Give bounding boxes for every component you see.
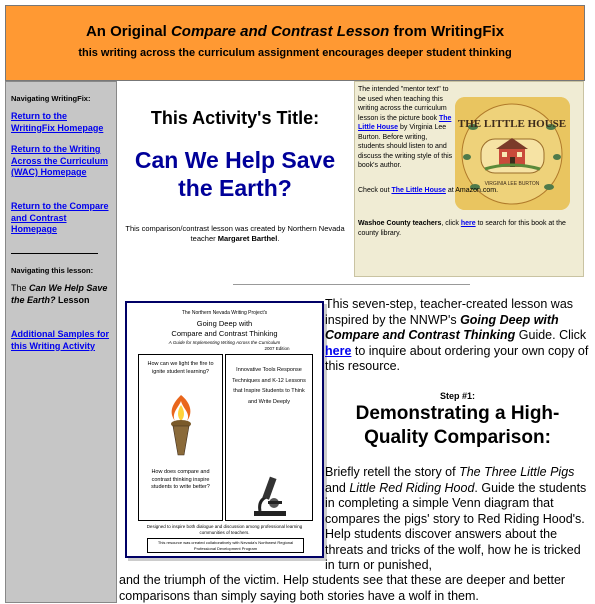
page-header	[5, 5, 585, 81]
lesson-intro: This seven-step, teacher-created lesson was inspired by the NNWP's Going Deep with Compare and Contrast Thinking Guide. Click here to inquire about ordering your own copy of this resource.	[325, 297, 589, 373]
book-cover-title: THE LITTLE HOUSE	[457, 118, 567, 130]
guide-footer-2: This resource was created collaboratively with Nevada's Northwest Regional Professional Development Program	[157, 540, 294, 551]
activity-label: This Activity's Title:	[150, 108, 320, 128]
washoe-line: Washoe County teachers, click here to search for this book at the county library.	[358, 220, 566, 237]
guide-subtitle: A Guide for Implementing Writing Across the Curriculum	[168, 340, 281, 345]
guide-title-line1: Going Deep with	[196, 319, 253, 328]
sidebar-lesson-heading: Navigating this lesson:	[11, 266, 94, 275]
guide-edition: 2007 Edition	[264, 346, 290, 351]
amazon-line: Check out The Little House at Amazon.com.	[358, 187, 499, 194]
step-title: Demonstrating a High-Quality Comparison:	[355, 403, 560, 448]
guide-footer-1: Designed to inspire both dialogue and discussion among professional learning communities of teachers.	[146, 524, 303, 535]
sidebar-link-compare-contrast-home[interactable]: Return to the Compare and Contrast Homepage	[11, 201, 109, 234]
lesson-credit: This comparison/contrast lesson was created by Northern Nevada teacher Margaret Barthel.	[125, 224, 345, 243]
mentor-text-description: The intended "mentor text" to be used when teaching this writing across the curriculum lesson is the picture book The Little House by Virginia Lee Burton. Before writing, students should listen to and discuss the writing style of this book's author.	[358, 86, 453, 169]
guide-cover-image	[125, 301, 324, 558]
book-cover-author: VIRGINIA LEE BURTON	[484, 181, 540, 187]
sidebar-link-additional-samples[interactable]: Additional Samples for this Writing Activity	[11, 329, 110, 351]
library-search-link[interactable]: here	[460, 220, 476, 227]
activity-title: Can We Help Save the Earth?	[134, 147, 336, 201]
microscope-icon	[246, 473, 292, 517]
content-divider	[233, 284, 470, 285]
guide-top-line: The Northern Nevada Writing Project's	[181, 310, 268, 316]
sidebar-current-lesson: The Can We Help Save the Earth? Lesson	[11, 283, 108, 305]
sidebar-link-writingfix-home[interactable]: Return to the WritingFix Homepage	[11, 111, 104, 133]
sidebar-nav-heading: Navigating WritingFix:	[11, 94, 91, 103]
guide-left-panel	[138, 354, 223, 521]
guide-right-text: Innovative Tools Response Techniques and K-12 Lessons that Inspire Students to Think and Write Deeply	[232, 367, 306, 405]
amazon-link[interactable]: The Little House	[391, 187, 446, 194]
guide-question-1: How can we light the fire to ignite student learning?	[147, 361, 214, 375]
step-body: Briefly retell the story of The Three Little Pigs and Little Red Riding Hood. Guide the students in completing a simple Venn diagram that compares the pigs' story to Red Riding Hood's. Help students discover answers about the threats and tricks of the wolf, how he is tricked in turn or punished,	[325, 465, 587, 572]
sidebar-link-wac-home[interactable]: Return to the Writing Across the Curriculum (WAC) Homepage	[11, 144, 109, 177]
guide-question-2: How does compare and contrast thinking inspire students to write better?	[151, 469, 210, 490]
guide-footer-box	[147, 538, 304, 553]
guide-right-panel	[225, 354, 313, 521]
header-subtitle: this writing across the curriculum assignment encourages deeper student thinking	[78, 47, 512, 59]
guide-title-line2: Compare and Contrast Thinking	[171, 329, 278, 338]
torch-icon	[161, 393, 201, 459]
sidebar	[5, 81, 117, 603]
book-link[interactable]: The Little House	[358, 114, 452, 131]
header-title: An Original Compare and Contrast Lesson from WritingFix	[85, 23, 505, 40]
sidebar-divider	[11, 253, 98, 254]
order-guide-link[interactable]: here	[325, 343, 352, 358]
step-body-continued: and the triumph of the victim. Help students see that these are deeper and better comparisons than simply saying both stories have a wolf in them.	[119, 573, 566, 603]
step-label: Step #1:	[439, 391, 475, 401]
